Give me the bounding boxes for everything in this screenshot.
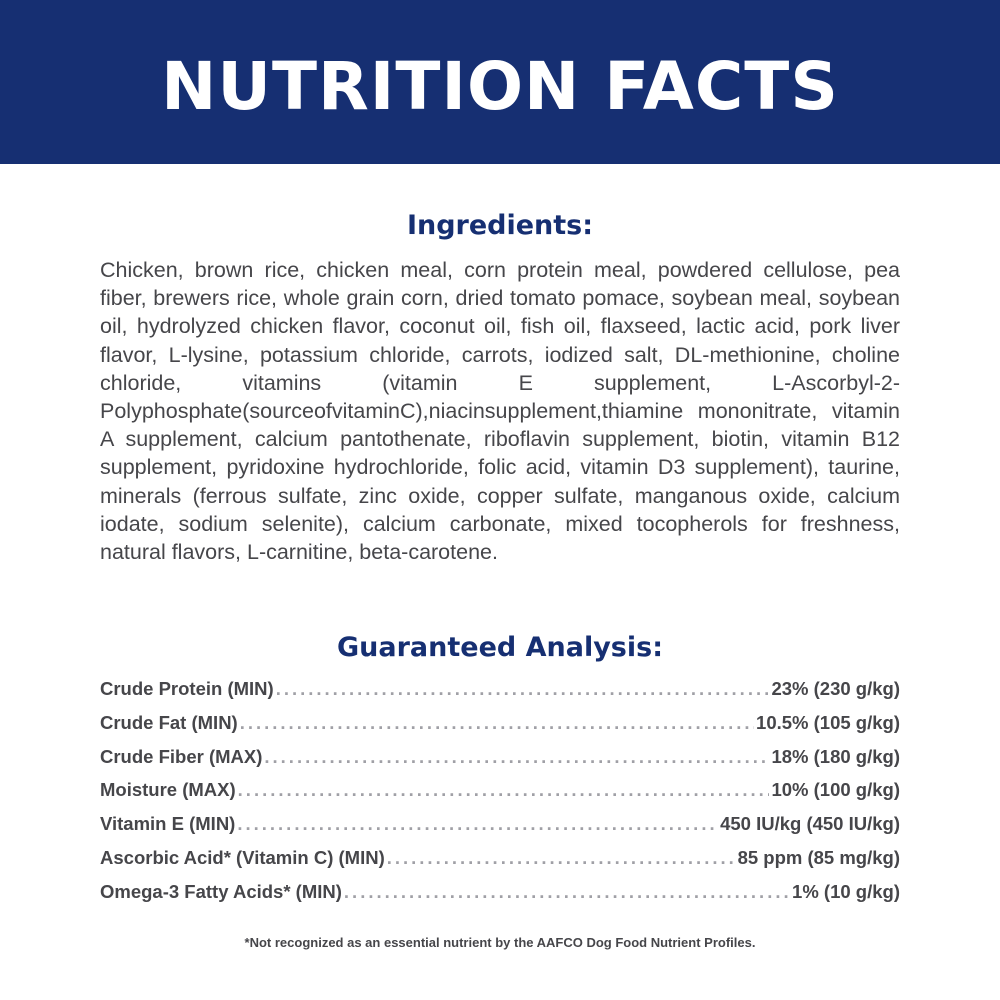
analysis-value: 450 IU/kg (450 IU/kg): [720, 813, 900, 835]
analysis-label: Crude Protein (MIN): [100, 678, 274, 699]
analysis-label: Ascorbic Acid* (Vitamin C) (MIN): [100, 846, 385, 868]
ingredients-list: Chicken, brown rice, chicken meal, corn protein meal, powdered cellulose, pea fiber, brewers rice, whole grain corn, dried tomato pomace, soybean meal, soybean oil, hydrolyzed chicken flavor, coconut oil, fish oil, flaxseed, lactic acid, pork liver flavor, L-lysine, potassium chloride, carrots, iodized salt, DL-methionine, choline chloride, vitamins (vitamin E supplement, L-Ascorbyl-2-Polyphosphate(sourceofvitaminC),niacinsupplement,thiamine mononitrate, vitamin A supplement, calcium pantothenate, riboflavin supplement, biotin, vitamin B12 supplement, pyridoxine hydrochloride, folic acid, vitamin D3 supplement), taurine, minerals (ferrous sulfate, zinc oxide, copper sulfate, manganous oxide, calcium iodate, sodium selenite), calcium carbonate, mixed tocopherols for freshness, natural flavors, L-carnitine, beta-carotene.: [100, 258, 900, 565]
analysis-row-vitamin-e: [100, 813, 900, 847]
guaranteed-analysis-heading: Guaranteed Analysis:: [336, 632, 663, 663]
footnote: *Not recognized as an essential nutrient by the AAFCO Dog Food Nutrient Profiles.: [244, 935, 756, 950]
analysis-row-moisture: [100, 779, 900, 813]
analysis-row-omega-3: [100, 881, 900, 915]
analysis-label: Crude Fiber (MAX): [100, 745, 263, 767]
leader-dots: [237, 813, 718, 835]
analysis-row-crude-protein: [100, 678, 900, 712]
leader-dots: [264, 746, 769, 768]
leader-dots: [276, 678, 770, 700]
analysis-label: Vitamin E (MIN): [100, 813, 236, 835]
leader-dots: [344, 881, 790, 903]
analysis-value: 1% (10 g/kg): [792, 880, 900, 902]
leader-dots: [387, 847, 736, 869]
analysis-row-crude-fiber: [100, 746, 900, 780]
analysis-value: 23% (230 g/kg): [771, 678, 900, 699]
analysis-value: 18% (180 g/kg): [771, 745, 900, 767]
analysis-row-ascorbic-acid: [100, 847, 900, 881]
analysis-value: 85 ppm (85 mg/kg): [737, 846, 900, 868]
page-title: NUTRITION FACTS: [161, 48, 839, 125]
analysis-label: Crude Fat (MIN): [100, 711, 238, 733]
analysis-label: Omega-3 Fatty Acids* (MIN): [100, 880, 342, 902]
analysis-label: Moisture (MAX): [100, 779, 236, 801]
header-banner: [0, 0, 1000, 164]
analysis-value: 10.5% (105 g/kg): [756, 711, 900, 733]
analysis-value: 10% (100 g/kg): [771, 779, 900, 801]
guaranteed-analysis-table: [100, 678, 900, 915]
analysis-row-crude-fat: [100, 712, 900, 746]
leader-dots: [238, 779, 770, 801]
ingredients-heading: Ingredients:: [406, 210, 594, 241]
leader-dots: [240, 712, 754, 734]
